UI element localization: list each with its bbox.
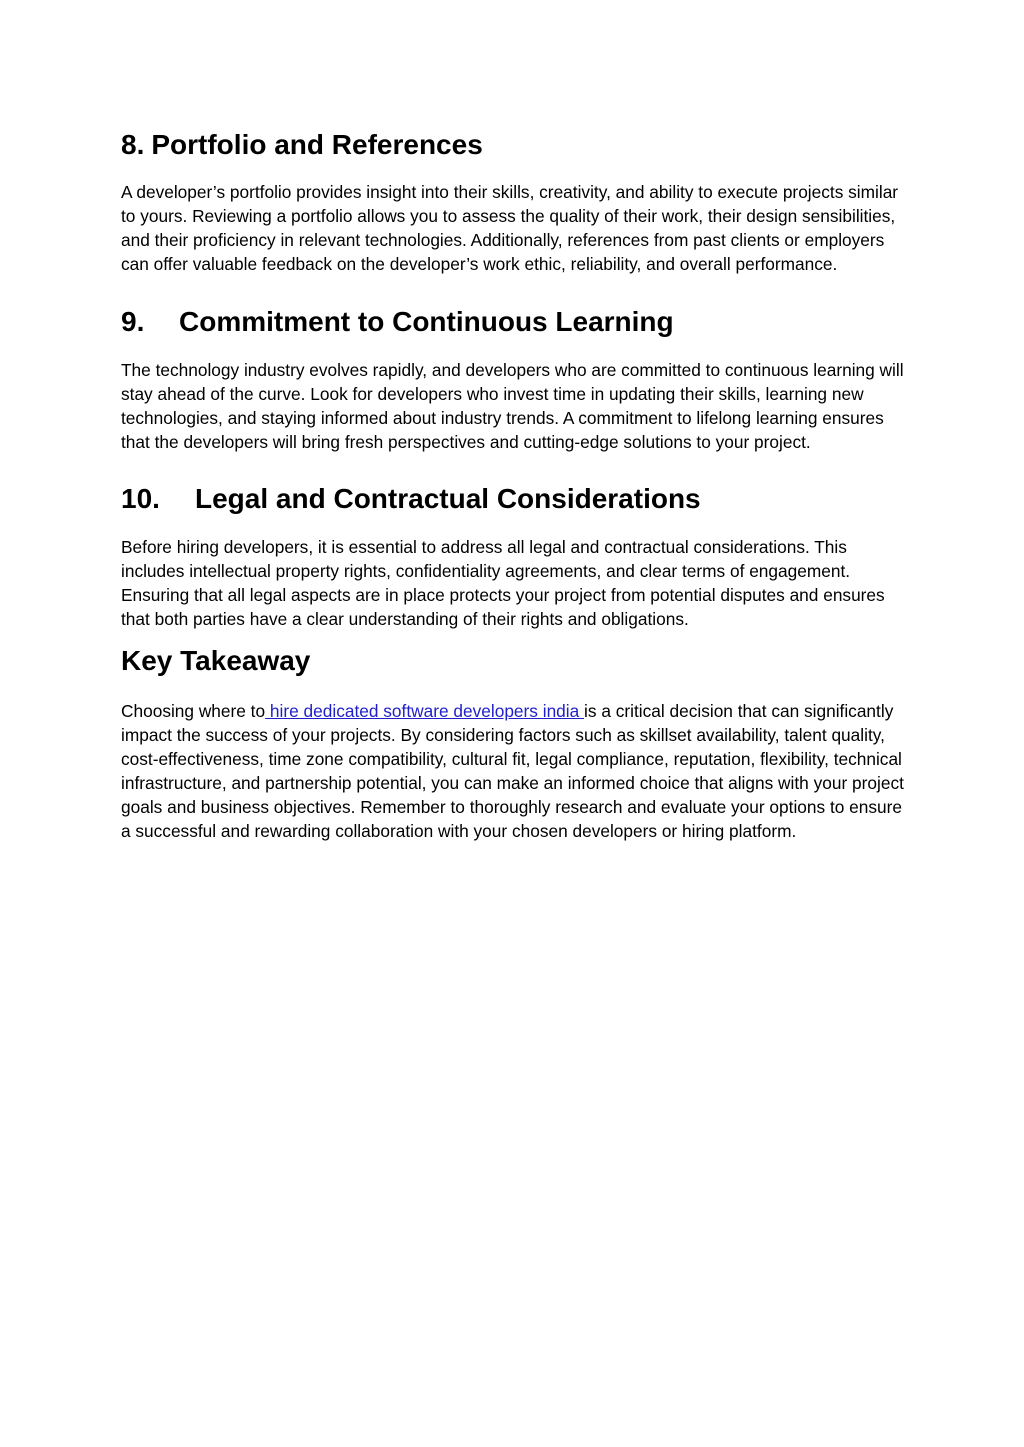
section-number: 10. bbox=[121, 483, 160, 514]
section-key-takeaway bbox=[121, 642, 911, 843]
key-takeaway-heading: Key Takeaway bbox=[121, 645, 311, 676]
section-heading bbox=[121, 480, 911, 518]
section-title: Portfolio and References bbox=[151, 129, 483, 160]
section-body: A developer’s portfolio provides insight into their skills, creativity, and ability to execute projects similar to yours. Reviewing a portfolio allows you to assess the quality of their work, their design sensibilities, and their proficiency in relevant technologies. Additionally, references from past clients or employers can offer valuable feedback on the developer’s work ethic, reliability, and overall performance. bbox=[121, 182, 899, 274]
section-portfolio-and-references bbox=[121, 126, 911, 276]
section-continuous-learning bbox=[121, 303, 911, 454]
section-heading bbox=[121, 303, 911, 341]
section-legal-considerations bbox=[121, 480, 911, 631]
key-takeaway-text-after: is a critical decision that can significantly impact the success of your projects. By considering factors such as skillset availability, talent quality, cost-effectiveness, time zone compatibility, cultural fit, legal compliance, reputation, flexibility, technical infrastructure, and partnership potential, you can make an informed choice that aligns with your project goals and business objectives. Remember to thoroughly research and evaluate your options to ensure a successful and rewarding collaboration with your chosen developers or hiring platform. bbox=[121, 701, 904, 841]
section-heading bbox=[121, 126, 911, 164]
document-content bbox=[121, 126, 911, 843]
section-body: The technology industry evolves rapidly, and developers who are committed to continuous learning will stay ahead of the curve. Look for developers who invest time in updating their skills, learning new technologies, and staying informed about industry trends. A commitment to lifelong learning ensures that the developers will bring fresh perspectives and cutting-edge solutions to your project. bbox=[121, 360, 904, 452]
section-title: Legal and Contractual Considerations bbox=[195, 483, 701, 514]
section-number: 8. bbox=[121, 129, 145, 160]
section-body: Before hiring developers, it is essential to address all legal and contractual considerations. This includes intellectual property rights, confidentiality agreements, and clear terms of engagement. Ensuring that all legal aspects are in place protects your project from potential disputes and ensures that both parties have a clear understanding of their rights and obligations. bbox=[121, 537, 885, 629]
key-takeaway-body bbox=[121, 699, 911, 843]
hire-developers-link[interactable]: hire dedicated software developers india bbox=[265, 701, 585, 721]
section-title: Commitment to Continuous Learning bbox=[179, 306, 674, 337]
key-takeaway-text-before: Choosing where to bbox=[121, 701, 266, 721]
section-number: 9. bbox=[121, 306, 145, 337]
